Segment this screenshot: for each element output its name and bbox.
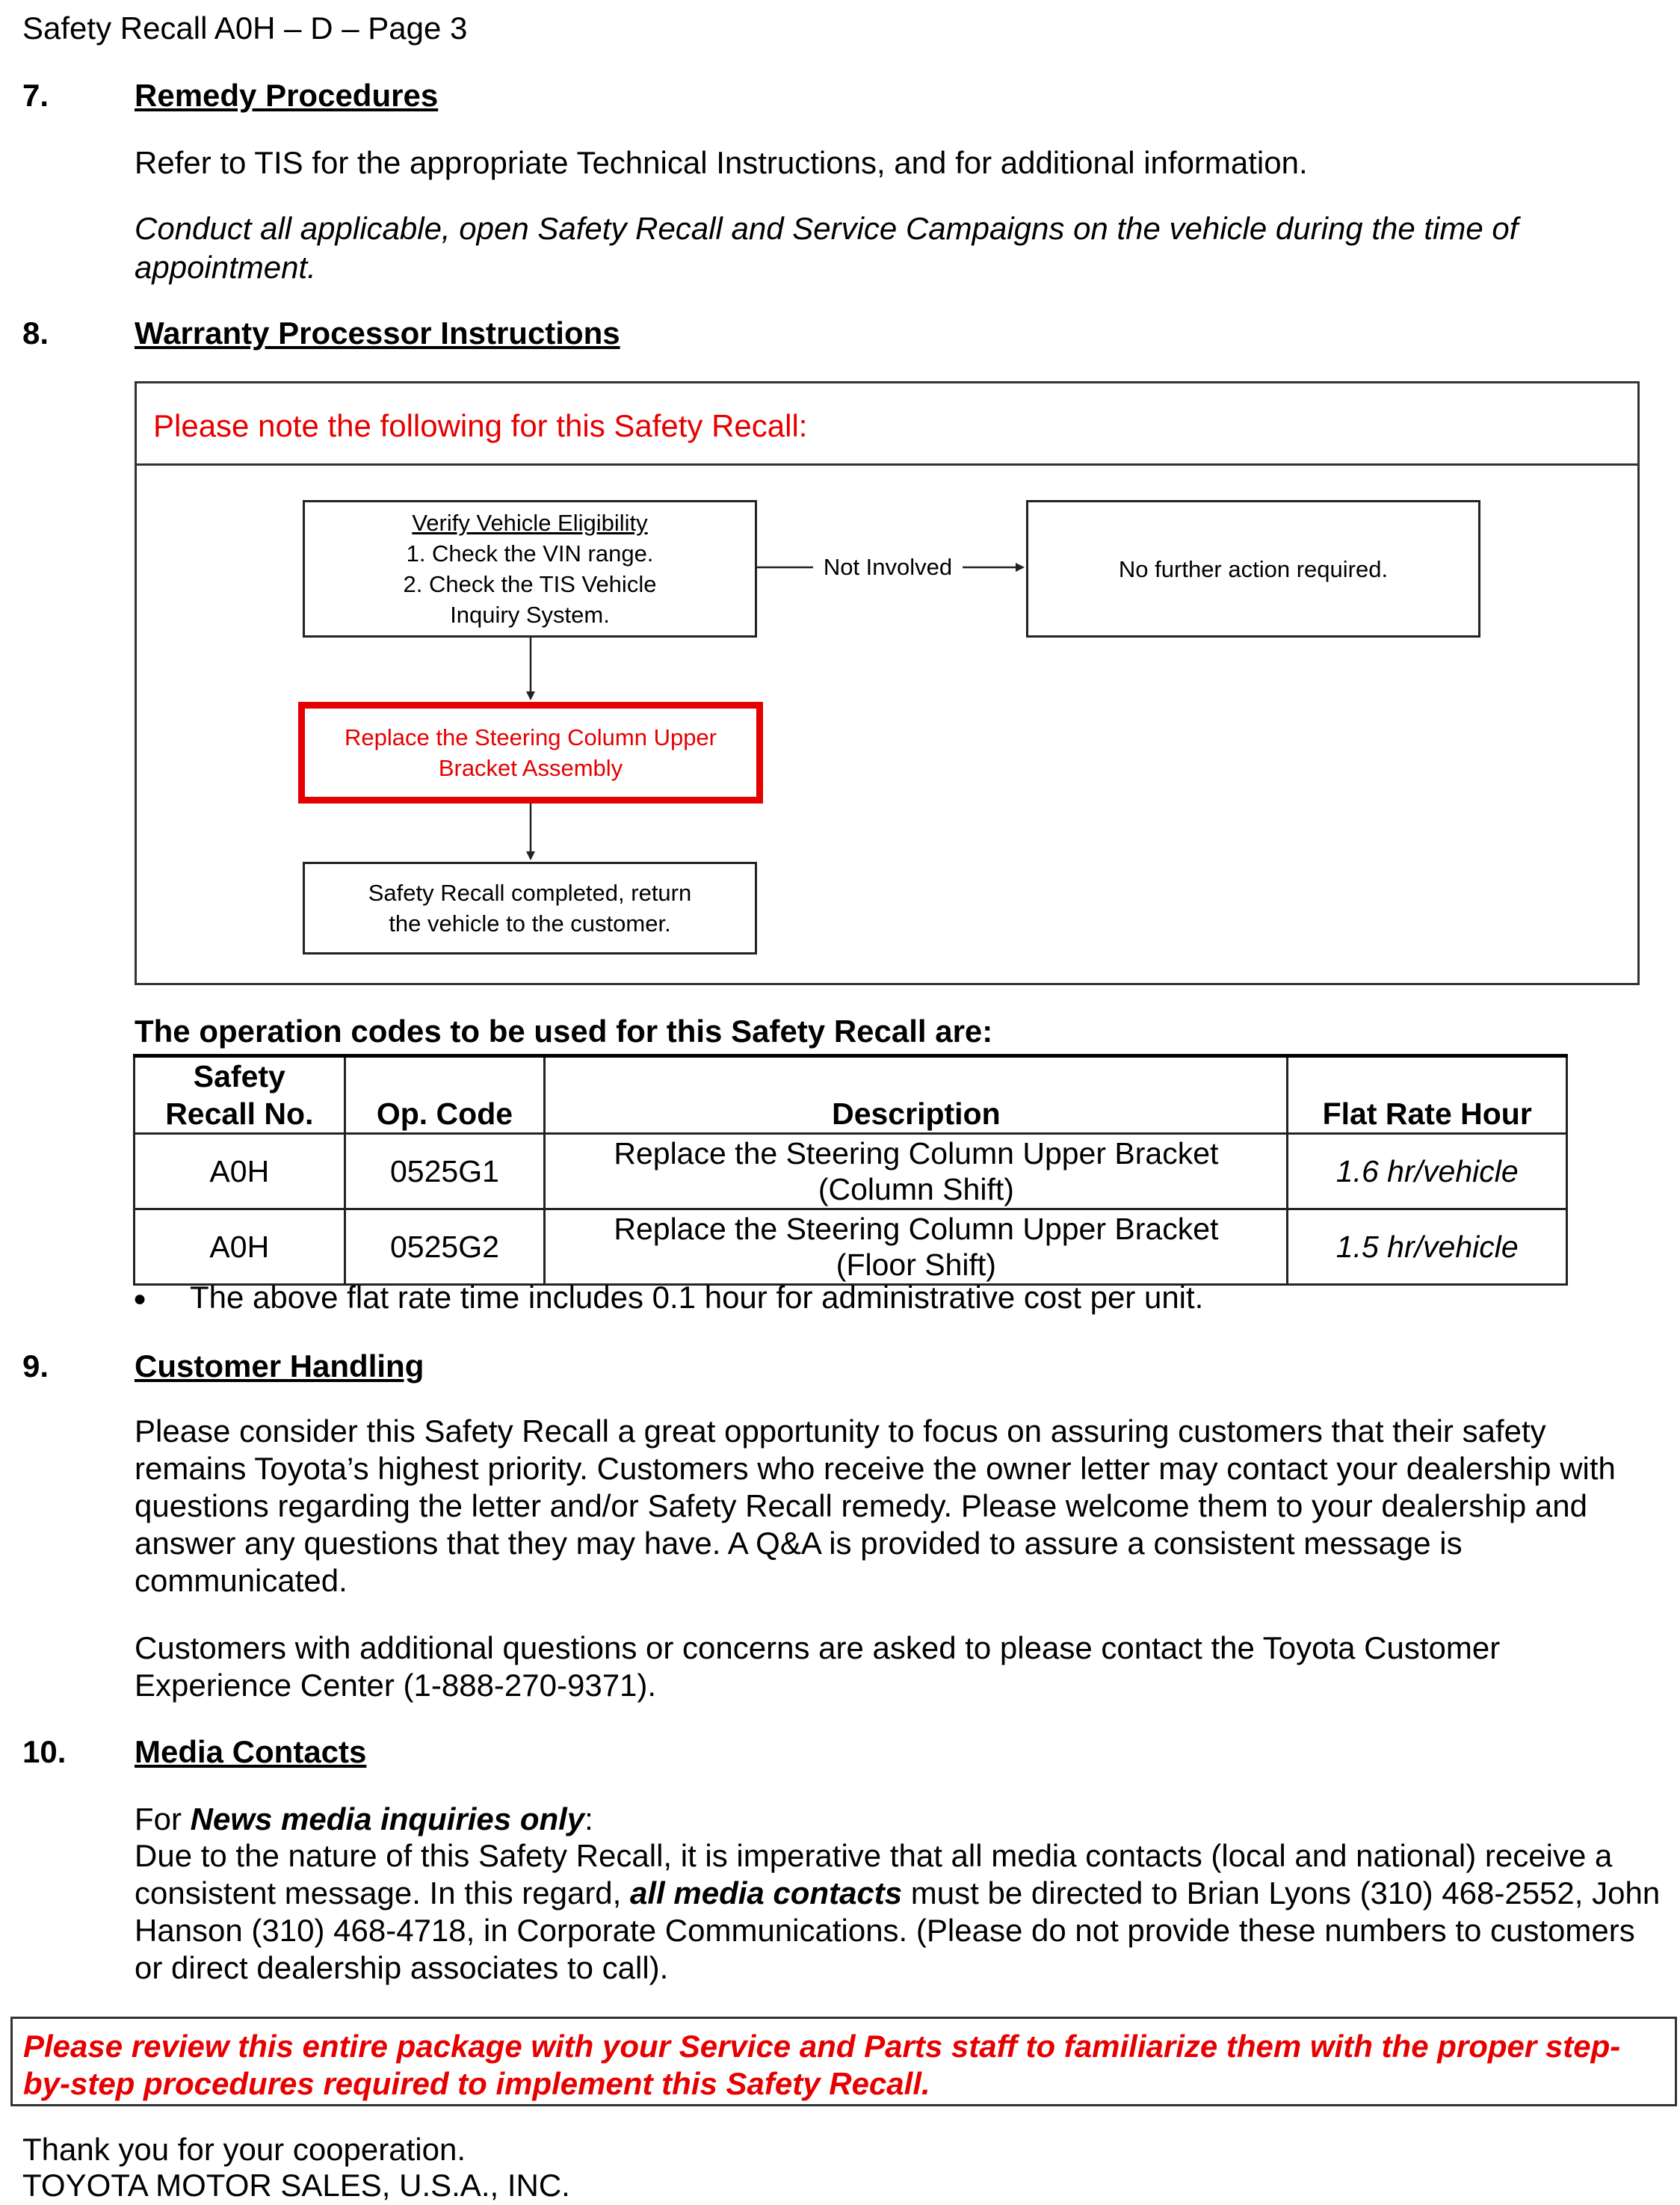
cell-recall: A0H	[135, 1209, 345, 1285]
section-9-title: Customer Handling	[135, 1348, 424, 1384]
cell-description: Replace the Steering Column Upper Bracket (Floor Shift)	[545, 1209, 1288, 1285]
page-header: Safety Recall A0H – D – Page 3	[22, 10, 468, 46]
op-codes-title: The operation codes to be used for this Safety Recall are:	[135, 1014, 993, 1049]
col-flat-rate: Flat Rate Hour	[1288, 1056, 1567, 1134]
cell-recall: A0H	[135, 1134, 345, 1209]
col-op-code: Op. Code	[345, 1056, 545, 1134]
flow-note: Please note the following for this Safety Recall:	[153, 408, 808, 443]
cell-hours: 1.5 hr/vehicle	[1288, 1209, 1567, 1285]
section-9-paragraph-1: Please consider this Safety Recall a great opportunity to focus on assuring customers that their safety remains Toyota’s highest priority. Customers who receive the owner letter may contact your dealership with questions regarding the letter and/or Safety Recall remedy. Please welcome them to your dealership and answer any questions that they may have. A Q&A is provided to assure a consistent message is communicated.	[135, 1413, 1616, 1598]
media-for-line: For News media inquiries only:	[135, 1801, 593, 1837]
done-line-1: Safety Recall completed, return	[368, 880, 692, 906]
section-10-number: 10.	[22, 1734, 67, 1769]
col-description: Description	[545, 1056, 1288, 1134]
cell-op-code: 0525G1	[345, 1134, 545, 1209]
verify-title: Verify Vehicle Eligibility	[412, 510, 648, 536]
section-9-paragraph-2: Customers with additional questions or concerns are asked to please contact the Toyota Customer Experience Center (1-888-270-9371).	[135, 1630, 1501, 1703]
verify-step-2-cont: Inquiry System.	[450, 602, 610, 628]
section-8-number: 8.	[22, 315, 49, 351]
closing-thanks: Thank you for your cooperation.	[22, 2132, 466, 2167]
flow-connectors	[137, 383, 1637, 983]
media-contacts-emphasis: all media contacts	[630, 1875, 903, 1911]
op-codes-table	[133, 1054, 1568, 1286]
section-10-title: Media Contacts	[135, 1734, 367, 1769]
verify-step-2: 2. Check the TIS Vehicle	[403, 571, 657, 597]
section-7-paragraph: Refer to TIS for the appropriate Technical Instructions, and for additional information.	[135, 145, 1308, 180]
cell-hours: 1.6 hr/vehicle	[1288, 1134, 1567, 1209]
col-recall-no: Safety Recall No.	[135, 1056, 345, 1134]
closing-company: TOYOTA MOTOR SALES, U.S.A., INC.	[22, 2168, 570, 2203]
verify-step-1: 1. Check the VIN range.	[406, 540, 654, 567]
cell-description: Replace the Steering Column Upper Bracket (Column Shift)	[545, 1134, 1288, 1209]
bullet-dot: ●	[133, 1286, 147, 1311]
replace-line-1: Replace the Steering Column Upper	[345, 724, 717, 750]
review-notice-box: Please review this entire package with your Service and Parts staff to familiarize them with the proper step-by-step procedures required to implement this Safety Recall.	[10, 2017, 1677, 2106]
flat-rate-note: The above flat rate time includes 0.1 hour for administrative cost per unit.	[190, 1280, 1204, 1315]
media-inquiries-emphasis: News media inquiries only	[190, 1801, 585, 1837]
section-7-title: Remedy Procedures	[135, 78, 439, 113]
table-header-row	[135, 1056, 1567, 1134]
section-7-italic-paragraph: Conduct all applicable, open Safety Recall and Service Campaigns on the vehicle during the time of appointment.	[135, 211, 1519, 285]
not-involved-label: Not Involved	[823, 554, 953, 580]
no-action-text: No further action required.	[1118, 555, 1389, 582]
table-row	[135, 1134, 1567, 1209]
cell-op-code: 0525G2	[345, 1209, 545, 1285]
section-8-title: Warranty Processor Instructions	[135, 315, 620, 351]
warranty-flow-box	[135, 381, 1640, 985]
table-row	[135, 1209, 1567, 1285]
replace-line-2: Bracket Assembly	[438, 755, 623, 781]
media-paragraph: Due to the nature of this Safety Recall, it is imperative that all media contacts (local and national) receive a consistent message. In this regard, all media contacts must be directed to Brian Lyons (310) 468-2552, John Hanson (310) 468-4718, in Corporate Communications. (Please do not provide these numbers to customers or direct dealership associates to call).	[135, 1838, 1661, 1985]
section-9-number: 9.	[22, 1348, 49, 1384]
section-7-number: 7.	[22, 78, 49, 113]
done-line-2: the vehicle to the customer.	[389, 910, 671, 937]
